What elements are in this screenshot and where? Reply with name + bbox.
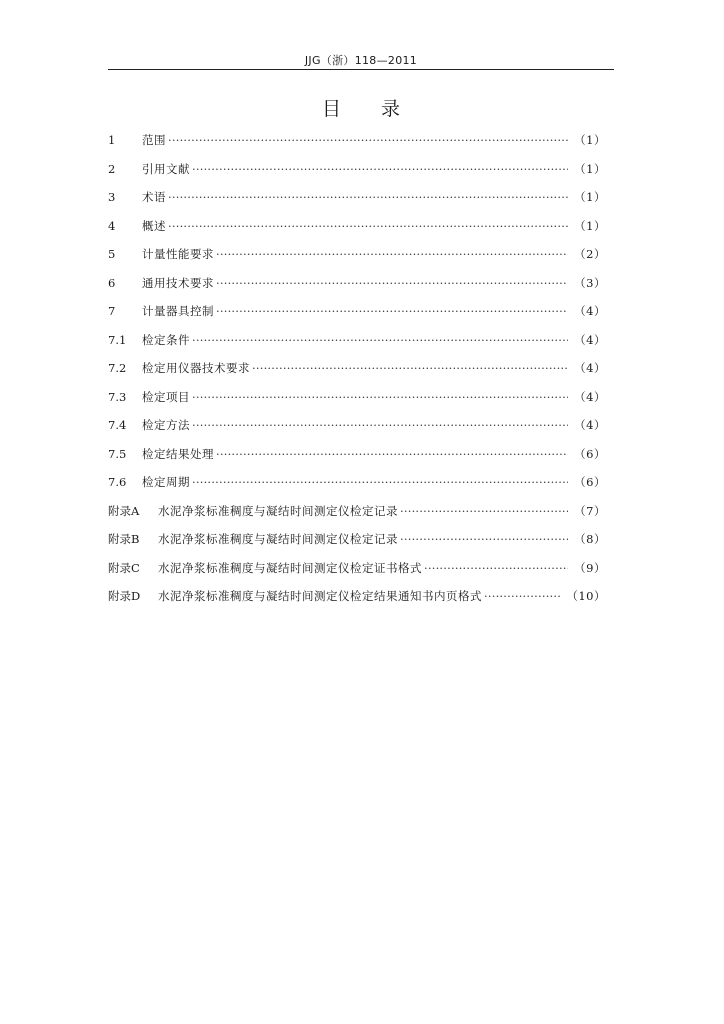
toc-entry-1[interactable] [108,126,606,155]
toc-entry-page: （4） [574,389,606,404]
toc-entry-4[interactable] [108,212,606,241]
toc-entry-page: （7） [574,503,606,518]
toc-entry-appendix-d[interactable] [108,582,606,611]
toc-entry-label: 水泥净浆标准稠度与凝结时间测定仪检定记录 [158,503,398,518]
toc-entry-number: 6 [108,275,116,290]
toc-leader-dots [192,155,568,184]
toc-leader-dots [168,212,568,241]
toc-leader-dots [216,440,568,469]
toc-entry-7[interactable] [108,297,606,326]
toc-entry-number: 附录A [108,503,140,518]
toc-leader-dots [424,554,568,583]
toc-entry-label: 计量性能要求 [142,247,214,261]
toc-entry-number: 7.5 [108,446,127,461]
toc-title: 目录 [321,98,440,120]
toc-leader-dots [168,126,568,155]
toc-entry-7-2[interactable] [108,354,606,383]
toc-entry-label: 检定条件 [142,332,190,347]
toc-entry-7-3[interactable] [108,383,606,412]
header-divider [108,69,614,70]
toc-entry-number: 7 [108,304,116,318]
toc-entry-page: （10） [566,589,606,603]
toc-entry-number: 5 [108,247,116,261]
toc-leader-dots [484,582,560,611]
toc-entry-label: 计量器具控制 [142,304,214,318]
toc-entry-page: （9） [574,560,606,575]
toc-entry-page: （2） [574,247,606,261]
toc-entry-7-1[interactable] [108,326,606,355]
toc-entry-number: 1 [108,133,116,147]
toc-entry-page: （4） [574,304,606,318]
toc-entry-page: （4） [574,332,606,347]
toc-leader-dots [216,269,568,298]
toc-entry-appendix-b[interactable] [108,525,606,554]
toc-entry-3[interactable] [108,183,606,212]
toc-entry-label: 引用文献 [142,161,190,176]
toc-entry-page: （1） [574,133,606,147]
toc-entry-page: （8） [574,532,606,546]
toc-leader-dots [216,240,568,269]
toc-entry-label: 检定结果处理 [142,446,214,461]
toc-entry-page: （4） [574,418,606,432]
toc-entry-number: 附录D [108,589,141,603]
toc-leader-dots [168,183,568,212]
toc-entry-number: 7.2 [108,361,127,375]
toc-entry-label: 水泥净浆标准稠度与凝结时间测定仪检定证书格式 [158,560,422,575]
toc-entry-number: 4 [108,218,116,233]
toc-entry-page: （6） [574,446,606,461]
toc-entry-label: 通用技术要求 [142,275,214,290]
toc-entry-6[interactable] [108,269,606,298]
toc-entry-7-5[interactable] [108,440,606,469]
toc-entry-number: 附录C [108,560,140,575]
toc-entry-label: 检定用仪器技术要求 [142,361,250,375]
toc-leader-dots [192,411,568,440]
toc-entry-label: 概述 [142,218,166,233]
toc-entry-number: 7.6 [108,475,127,489]
toc-entry-appendix-c[interactable] [108,554,606,583]
toc-entry-5[interactable] [108,240,606,269]
toc-entry-number: 7.3 [108,389,127,404]
toc-entry-label: 检定项目 [142,389,190,404]
toc-leader-dots [400,525,568,554]
toc-entry-page: （1） [574,161,606,176]
table-of-contents [108,126,606,611]
toc-leader-dots [252,354,568,383]
toc-entry-label: 水泥净浆标准稠度与凝结时间测定仪检定记录 [158,532,398,546]
toc-entry-page: （4） [574,361,606,375]
toc-entry-page: （6） [574,475,606,489]
toc-entry-page: （1） [574,190,606,204]
toc-entry-label: 检定方法 [142,418,190,432]
toc-entry-2[interactable] [108,155,606,184]
toc-entry-label: 检定周期 [142,475,190,489]
toc-entry-label: 范围 [142,133,166,147]
toc-entry-7-6[interactable] [108,468,606,497]
toc-entry-label: 水泥净浆标准稠度与凝结时间测定仪检定结果通知书内页格式 [158,589,482,603]
toc-entry-page: （1） [574,218,606,233]
toc-entry-number: 附录B [108,532,140,546]
toc-entry-number: 7.1 [108,332,127,347]
toc-entry-label: 术语 [142,190,166,204]
toc-entry-number: 7.4 [108,418,127,432]
page-header: JJG（浙）118—2011 [304,54,418,67]
toc-leader-dots [192,326,568,355]
toc-entry-appendix-a[interactable] [108,497,606,526]
toc-leader-dots [192,383,568,412]
toc-entry-number: 2 [108,161,116,176]
toc-entry-page: （3） [574,275,606,290]
toc-leader-dots [400,497,568,526]
toc-entry-7-4[interactable] [108,411,606,440]
toc-leader-dots [216,297,568,326]
toc-leader-dots [192,468,568,497]
toc-entry-number: 3 [108,190,116,204]
